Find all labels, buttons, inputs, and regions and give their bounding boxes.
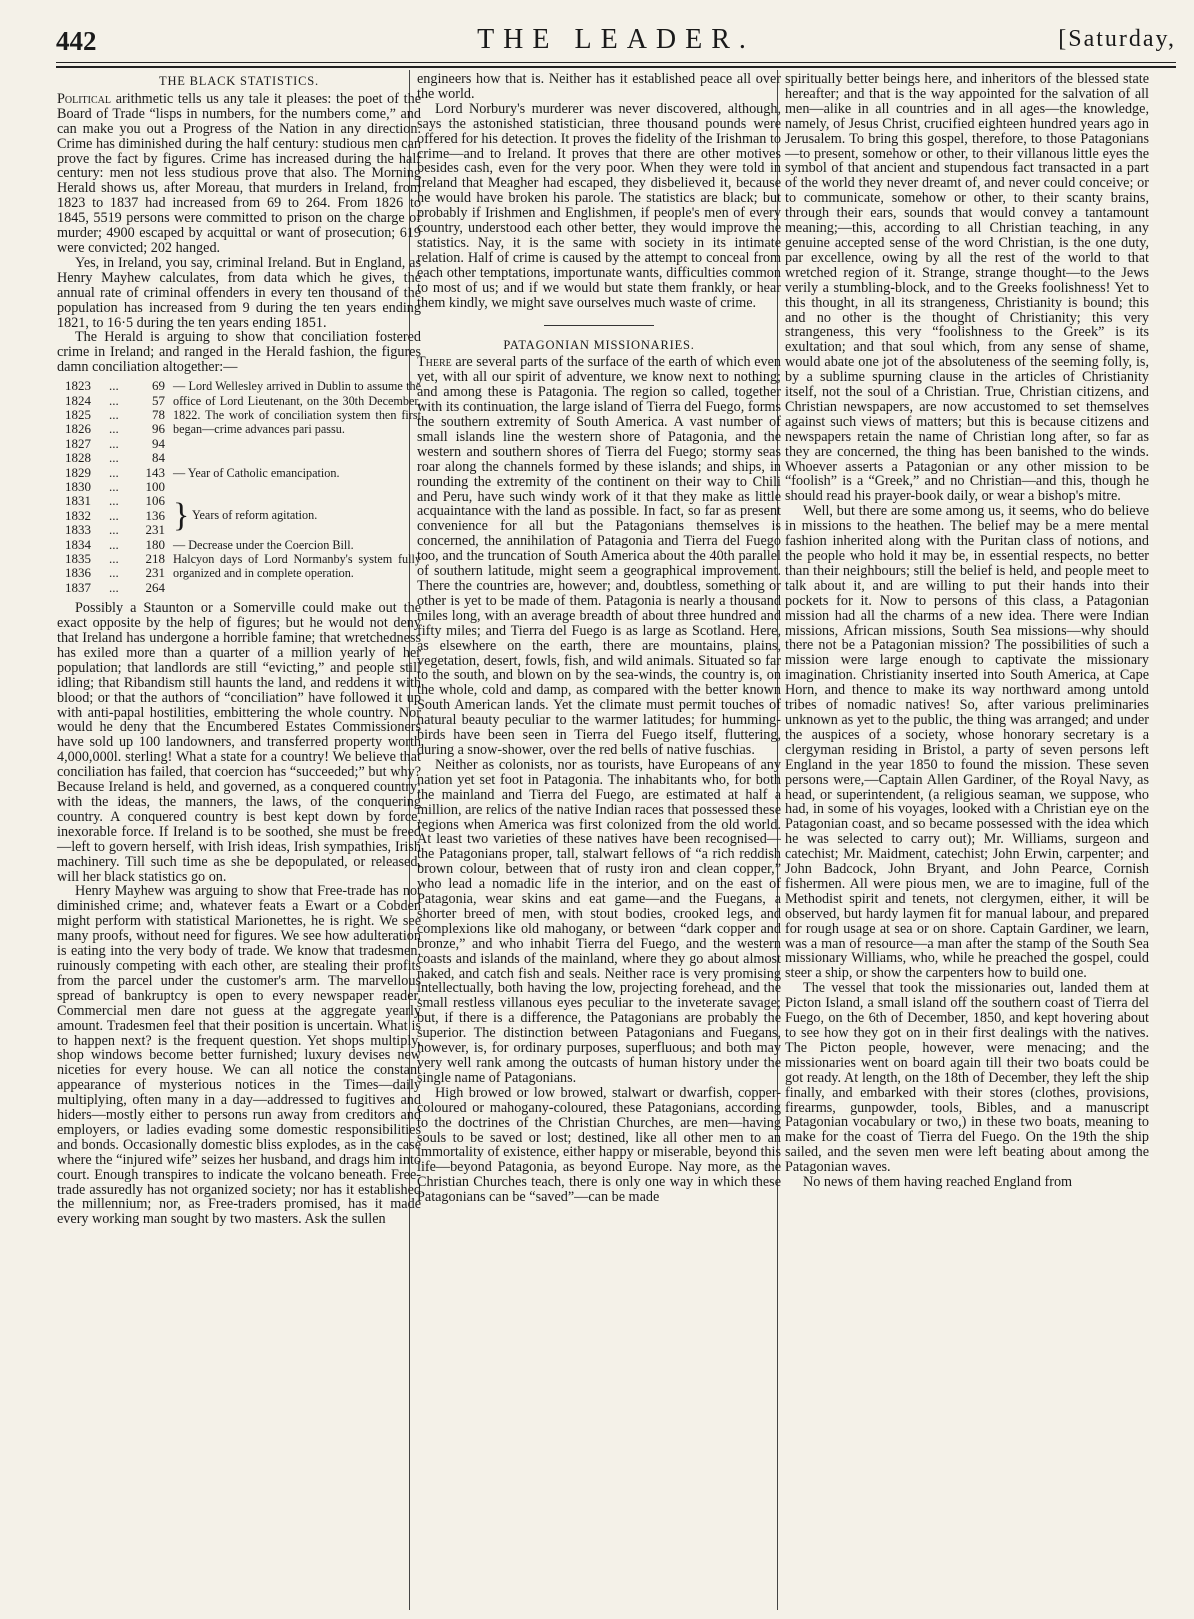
brace-icon: } xyxy=(173,497,190,535)
table-row: 1826 ... 96 xyxy=(65,421,165,437)
article-paragraph: Well, but there are some among us, it seems, who do believe in missions to the heathen. The belief may be a mere mental fashion inherited along with the Puritan class of notions, and the people who hold it may be, in essential respects, no better than their neighbours; still the belief is held, and people meet to talk about it, and are willing to put their hands into their pockets for it. Now to persons of this class, a Patagonian mission had all the charms of a new idea. There were Indian missions, African missions, South Sea missions—why should there not be a Patagonian mission? The possibilities of such a mission were large enough to captivate the missionary imagination. Christianity inserted into South America, at Cape Horn, and thence to make its way northward among untold tribes of nomadic natives! So, after various preliminaries unknown as yet to the public, the thing was arranged; and under the auspices of a society, whose honorary secretary is a clergyman residing in Bristol, a party of seven persons left England in the year 1850 to found the mission. These seven persons were,—Captain Allen Gardiner, of the Royal Navy, as head, or superintendent, (a religious seaman, we suppose, who had, in some of his voyages, looked with a Christian eye on the Patagonian coast, and so became possessed with the idea which he was selected to carry out); Mr. Williams, surgeon and catechist; Mr. Maidment, catechist; John Erwin, carpenter; and John Badcock, John Bryant, and John Pearce, Cornish fishermen. All were pious men, we are to imagine, full of the Methodist spirit and tenets, not clergymen, either, it will be observed, but hardy laymen fit for manual labour, and prepared for rough usage at sea or on shore. Captain Gardiner, we learn, was a man of resource—a man after the stamp of the South Sea missionary Williams, who, while he preached the gospel, could steer a ship, or show the carpenters how to build one. xyxy=(785,503,1149,982)
table-note: — Decrease under the Coercion Bill. xyxy=(173,537,354,552)
article-paragraph: The Herald is arguing to show that conciliation fostered crime in Ireland; and ranged in the Herald fashion, the figures damn conciliation altogether:— xyxy=(57,329,421,376)
column-3 xyxy=(785,72,1149,1190)
header-rule xyxy=(56,62,1176,63)
article-paragraph: Yes, in Ireland, you say, criminal Ireland. But in England, as Henry Mayhew calculates, from data which he gives, the annual rate of criminal offenders in every ten thousand of the population has increased from 9 during the ten years ending 1821, to 16·5 during the ten years ending 1851. xyxy=(57,254,421,331)
table-row: 1828 ... 84 xyxy=(65,450,165,466)
article-heading: THE BLACK STATISTICS. xyxy=(159,74,319,88)
article-heading: PATAGONIAN MISSIONARIES. xyxy=(503,337,695,352)
article-separator xyxy=(544,325,654,326)
table-row: 1829 ... 143 — Year of Catholic emancipation. xyxy=(65,466,421,480)
table-note: } Years of reform agitation. xyxy=(173,497,318,535)
lead-word: Political xyxy=(57,90,111,107)
column-1 xyxy=(57,72,421,1227)
table-note: Halcyon days of Lord Normanby's system fully organized and in complete operation. xyxy=(173,552,421,581)
table-note: — Lord Wellesley arrived in Dublin to assume the office of Lord Lieutenant, on the 30th December, 1822. The work of conciliation system then first began—crime advances pari passu. xyxy=(173,379,421,437)
article-paragraph: High browed or low browed, stalwart or dwarfish, copper-coloured or mahogany-coloured, these Patagonians, according to the doctrines of the Christian Churches, are men—having souls to be saved or lost; destined, like all other men to an immortality of existence, either happy or miserable, beyond this life—beyond Patagonia, as beyond Europe. Nay more, as the Christian Churches teach, there is only one way in which these Patagonians can be “saved”—can be made xyxy=(417,1084,781,1206)
article-paragraph: The vessel that took the missionaries out, landed them at Picton Island, a small island off the southern coast of Tierra del Fuego, on the 6th of December, 1850, and kept hovering about to see how they got on in their first dealings with the natives. The Picton people, however, were menacing; and the missionaries went on board again till their two boats could be got ready. At length, on the 18th of December, they left the ship finally, and embarked with their stores (clothes, provisions, firearms, gunpowder, tools, Bibles, and a manuscript Patagonian vocabulary or two,) in these two boats, meaning to make for the coast of Tierra del Fuego. On the 19th the ship sailed, and the seven men were left beating about among the Patagonian waves. xyxy=(785,980,1149,1176)
table-row: 1835 ... 218 Halcyon days of Lord Normanby's system fully organized and in complete operation. xyxy=(65,552,421,566)
article-paragraph: Political arithmetic tells us any tale it pleases: the poet of the Board of Trade “lisps in numbers, for the numbers come,” and can make you out a Progress of the Nation in any direction. Crime has diminished during the half century: studious men can prove the fact by figures. Crime has increased during the half century: men not less studious prove that also. The Morning Herald shows us, after Moreau, that murders in Ireland, from 1823 to 1837 had increased from 69 to 264. From 1826 to 1845, 5519 persons were committed to prison on the charge of murder; 4900 escaped by acquittal or want of prosecution; 619 were convicted; 202 hanged. xyxy=(57,90,421,256)
table-row: 1823 ... 69 — Lord Wellesley arrived in Dublin to assume the office of Lord Lieutenant, on the 30th December, 1822. The work of conciliation system then first began—crime advances pari passu. xyxy=(65,379,421,393)
table-row: 1832 ... 136 xyxy=(65,507,165,523)
article-paragraph: Possibly a Staunton or a Somerville could make out the exact opposite by the help of figures; but he would not deny that Ireland has undergone a horrible famine; that wretchedness has exiled more than a quarter of a million yearly of her population; that landlords are still “evicting,” and people still idling; that Ribandism still haunts the land, and reddens it with blood; or that the authors of “conciliation” have followed it up with anti-papal hostilities, embittering the whole country. Nor would he deny that the Encumbered Estates Commissioners have sold up 100 landowners, and transferred property worth 4,000,000l. sterling! What a state for a country! We believe that conciliation has failed, that coercion has “succeeded;” but why? Because Ireland is held, and governed, as a conquered country; with the ideas, the manners, the laws, of the conquering country. A conquered country is best kept down by force, inexorable force. If Ireland is to be soothed, she must be freed—left to govern herself, with Irish ideas, Irish sympathies, Irish machinery. Till such time as she be depopulated, or released, will her black statistics go on. xyxy=(57,600,421,885)
article-paragraph: Henry Mayhew was arguing to show that Free-trade has not diminished crime; and, whatever feats a Ewart or a Cobden might perform with statistical Marionettes, he is right. We see many proofs, without need for figures. We see how adulteration is eating into the very body of trade. We know that tradesmen, ruinously competing with each other, are stealing their profits from the parcel under the customer's arm. The marvellous spread of bankruptcy is open to every newspaper reader. Commercial men dare not guess at the aggregate yearly amount. Tradesmen feel that their position is uncertain. What is to happen next? is the frequent question. Yet shops multiply, shop windows become better furnished; luxury devises new niceties for every house. We can all notice the constant appearance of mysterious notices in the Times—daily multiplying, often many in a day—addressed to fugitives and hiders—mostly either to persons run away from creditors and employers, or ladies evading some domestic responsibilities and bonds. Occasionally domestic bliss explodes, as in the case where the “injured wife” seizes her husband, and drags him into court. Enough transpires to indicate the volcano beneath. Free-trade assuredly has not organized society; nor has it established the millennium; nor, as Free-traders promised, has it made every working man sought by two masters. Ask the sullen xyxy=(57,883,421,1228)
article-paragraph: No news of them having reached England from xyxy=(803,1174,1073,1191)
table-row: 1825 ... 78 xyxy=(65,406,165,422)
table-row: 1836 ... 231 xyxy=(65,565,165,581)
crime-statistics-table xyxy=(65,379,421,595)
table-row: 1827 ... 94 xyxy=(65,435,165,451)
issue-day: [Saturday, xyxy=(1058,26,1176,52)
article-paragraph: spiritually better beings here, and inheritors of the blessed state hereafter; and that is the way appointed for the salvation of all men—alike in all countries and in all ages—the knowledge, namely, of Jesus Christ, crucified eighteen hundred years ago in Jerusalem. To bring this gospel, therefore, to those Patagonians—to present, somehow or other, to their villanous little eyes the symbol of that ancient and stupendous fact transacted in a part of the world they never dreamt of, and never could conceive; or to communicate, somehow or other, to their scanty brains, through their ears, sounds that would convey a tantamount meaning;—this, according to all Christian teaching, in any genuine accepted sense of the word Christian, is the one duty, par excellence, owing by all the rest of the world to that wretched region of it. Strange, strange thought—to the Jews verily a stumbling-block, and to the Greeks foolishness! Yet to this thought, in all its strangeness, Christianity is bound; this and no other is the thought of Christianity; this very strangeness, this very “foolishness to the Greek” is its exultation; and that soul which, from any sense of shame, would abate one jot of the absoluteness of the seeming folly, is, by a sublime spurning clause in the articles of Christianity itself, not the soul of a Christian. True, Christian citizens, and Christian newspapers, are now accustomed to set themselves against such views of matters; but this is because citizens and newspapers retain the name of Christian long after, so far as they are concerned, the thing has been banished to the winds. Whoever asserts a Patagonian or any other mission to be “foolish” is a “Greek,” and no Christian—and this, though he should read his prayer-book daily, or wear a bishop's mitre. xyxy=(785,71,1149,505)
masthead xyxy=(56,22,1176,62)
page-number: 442 xyxy=(56,26,97,56)
column-2 xyxy=(417,72,781,1205)
lead-word: There xyxy=(417,354,452,371)
table-row: 1824 ... 57 xyxy=(65,392,165,408)
article-paragraph: There are several parts of the surface of the earth of which even yet, with all our spirit of adventure, we know next to nothing; and among these is Patagonia. The region so called, together with its continuation, the large island of Tierra del Fuego, forms the southern extremity of South America. A vast number of small islands line the western shore of Patagonia, and the western and southern shores of Tierra del Fuego; stormy seas roar along the channels formed by these islands; and ships, in rounding the extremity of the continent on their way to Chili and Peru, have such windy work of it that they make as little acquaintance with the land as possible. In fact, so far as present convenience for all but the Patagonians themselves is concerned, the annihilation of Patagonia and Tierra del Fuego too, and the truncation of South America about the 40th parallel of southern latitude, might seem a geographical improvement. There the countries are, however; and, doubtless, something or other is yet to be made of them. Patagonia is nearly a thousand miles long, with an average breadth of about three hundred and fifty miles; and Tierra del Fuego is as large as Scotland. Here, as elsewhere on the earth, there are mountains, plains, vegetation, desert, fowls, fish, and wild animals. Situated so far to the south, and blown on by the sea-winds, the country is, on the whole, cold and damp, as compared with the better known South American lands. Yet the climate must permit touches of natural beauty peculiar to the warmer latitudes; for humming-birds have been seen in Tierra del Fuego itself, fluttering, during a snow-shower, over the red bells of native fuschias. xyxy=(417,354,781,758)
table-row: 1837 ... 264 xyxy=(65,579,165,595)
article-paragraph: Lord Norbury's murderer was never discovered, although, says the astonished statistician, three thousand pounds were offered for his detection. It proves the fidelity of the Irishman to crime—and to Ireland. It proves that there are other motives besides cash, even for the very poor. When they were told in Ireland that Meagher had escaped, they disbelieved it, because he would have broken his parole. The statistics are black; but probably if Irishmen and Englishmen, if people's men of every country, understood each other better, they would improve the statistics. Nay, it is the same with society in its intimate relation. Half of crime is caused by the attempt to conceal from each other temptations, importunate wants, difficulties common to most of us; and if we would but state them frankly, or hear them kindly, we might save ourselves much waste of crime. xyxy=(417,100,781,311)
table-row: 1830 ... 100 xyxy=(65,478,165,494)
header-rule-double xyxy=(56,66,1176,68)
table-row: 1833 ... 231 xyxy=(65,522,165,538)
newspaper-title: THE LEADER. xyxy=(477,24,755,55)
article-paragraph: engineers how that is. Neither has it established peace all over the world. xyxy=(417,71,781,102)
table-row: 1834 ... 180 — Decrease under the Coercion Bill. xyxy=(65,538,421,552)
article-paragraph: Neither as colonists, nor as tourists, have Europeans of any nation yet set foot in Patagonia. The inhabitants who, for both the mainland and Tierra del Fuego, are estimated at half a million, are relics of the native Indian races that possessed these regions when America was first colonized from the old world. At least two varieties of these natives have been recognised—the Patagonians proper, tall, stalwart fellows of “a rich reddish brown colour, between that of rusty iron and clean copper,” who lead a nomadic life in the interior, and on the east of Patagonia, wear skins and eat game—and the Fuegans, a shorter breed of men, with stout bodies, crooked legs, and complexions like old mahogany, or between “dark copper and bronze,” and who inhabit Tierra del Fuego, and the western coasts and islands of the mainland, where they go about almost naked, and catch fish and seals. Neither race is very promising intellectually, both having the low, projecting forehead, and the small restless villanous eyes peculiar to the inveterate savage; but, if there is a difference, the Patagonians are probably the superior. The distinction between Patagonians and Fuegans, however, is, for ordinary purposes, superfluous; and both may very well rank among the outcasts of human history under the single name of Patagonians. xyxy=(417,756,781,1086)
table-note: — Year of Catholic emancipation. xyxy=(173,465,340,480)
table-row: 1831 ... 106 } Years of reform agitation. xyxy=(65,494,421,508)
